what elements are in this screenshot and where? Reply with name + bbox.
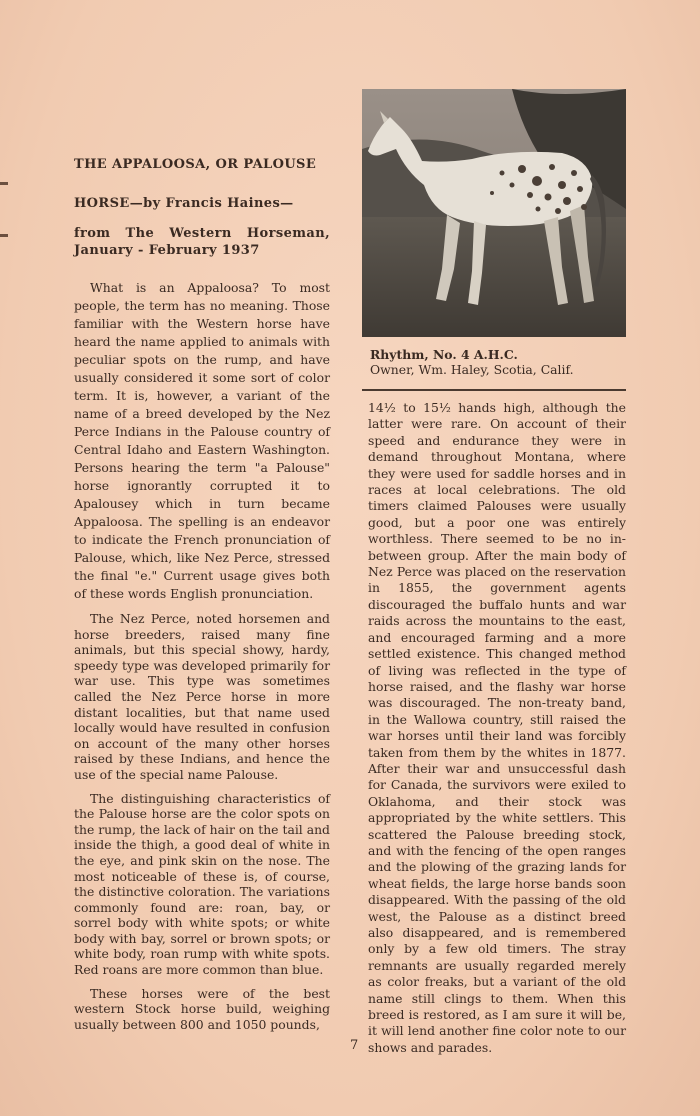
article-title-line2: HORSE—by Francis Haines— (74, 196, 294, 211)
left-column (74, 150, 330, 1032)
article-title-line1: THE APPALOOSA, OR PALOUSE (74, 157, 317, 172)
paragraph-history: 14½ to 15½ hands high, although the latter were rare. On account of their speed and endurance they were in demand throughout Montana, where they were used for saddle horses and in races at local celebrations. The old timers claimed Palouses were usually good, but a poor one was entirely worthless. There seemed to be no in-between group. After the main body of Nez Perce was placed on the reservation in 1855, the government agents discouraged the buffalo hunts and war raids across the mountains to the east, and encouraged farming and a more settled existence. This changed method of living was reflected in the type of horse raised, and the flashy war horse was discouraged. The non-treaty band, in the Wallowa country, still raised the war horses until their land was forcibly taken from them by the whites in 1877. After their war and unsuccessful dash for Canada, the survivors were exiled to Oklahoma, and their stock was appropriated by the white settlers. This scattered the Palouse breeding stock, and with the fencing of the open ranges and the plowing of the grazing lands for wheat fields, the large horse bands soon disappeared. With the passing of the old west, the Palouse as a distinct breed also disappeared, and is remembered only by a few old timers. The stray remnants are usually regarded merely as color freaks, but a variant of the old name still clings to them. When this breed is restored, as I am sure it will be, it will lend another fine color note to our shows and parades. (368, 400, 626, 1055)
paragraph-what-is-appaloosa: What is an Appaloosa? To most people, the term has no meaning. Those familiar with the Western horse have heard the name applied to animals with peculiar spots on the rump, and have usually considered it some sort of color term. It is, however, a variant of the name of a breed developed by the Nez Perce Indians in the Palouse country of Central Idaho and Eastern Washington. Persons hearing the term "a Palouse" horse ignorantly corrupted it to Apalousey which in turn became Appaloosa. The spelling is an endeavor to indicate the French pronunciation of Palouse, which, like Nez Perce, stressed the final "e." Current usage gives both of these words English pronunciation. (74, 280, 330, 601)
paragraph-build: These horses were of the best western Stock horse build, weighing usually between 800 and 1050 pounds, (74, 985, 330, 1032)
article-source: from The Western Horseman, January - February 1937 (74, 226, 330, 258)
paragraph-nez-perce: The Nez Perce, noted horsemen and horse breeders, raised many fine animals, but this special showy, hardy, speedy type was developed primarily for war use. This type was sometimes called the Nez Perce horse in more distant localities, but that name used locally would have resulted in confusion on account of the many other horses raised by these Indians, and hence the use of the special name Palouse. (74, 611, 330, 782)
appaloosa-horse-photo (362, 89, 626, 337)
caption-horse-name: Rhythm, No. 4 A.H.C. (370, 347, 518, 362)
paragraph-characteristics: The distinguishing characteristics of the Palouse horse are the color spots on the rump, the lack of hair on the tail and inside the thigh, a good deal of white in the eye, and pink skin on the nose. The most noticeable of these is, of course, the distinctive coloration. The variations commonly found are: roan, bay, or sorrel body with white spots; or white body with bay, sorrel or brown spots; or white body, roan rump with white spots. Red roans are more common than blue. (74, 790, 330, 978)
horse-photo (362, 89, 626, 337)
page-edge-mark (0, 234, 8, 237)
caption-owner: Owner, Wm. Haley, Scotia, Calif. (370, 362, 574, 377)
page-number: 7 (350, 1038, 359, 1053)
caption-divider (362, 389, 626, 391)
photo-caption (370, 347, 626, 377)
page-edge-mark (0, 182, 8, 185)
right-column (368, 400, 626, 1056)
